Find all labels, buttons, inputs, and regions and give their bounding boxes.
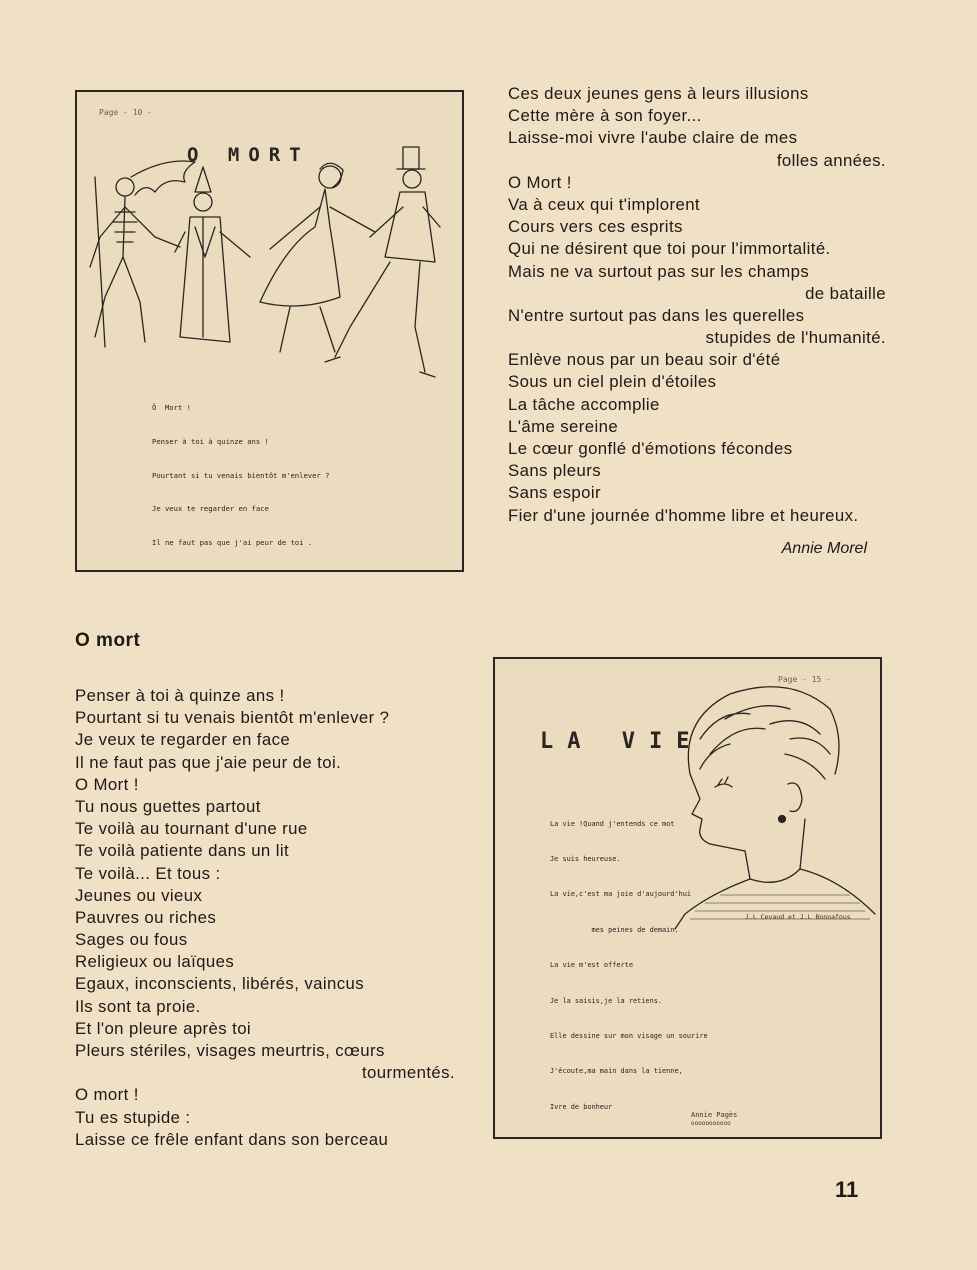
poem-line: stupides de l'humanité. — [705, 328, 886, 348]
author-signature: Annie Morel — [781, 540, 867, 557]
poem-line: N'entre surtout pas dans les querelles — [508, 305, 805, 325]
poem-line: Egaux, inconscients, libérés, vaincus — [75, 974, 365, 994]
poem-line: L'âme sereine — [508, 416, 619, 436]
poem-line: Va à ceux qui t'implorent — [508, 194, 700, 214]
poem-line: Sans espoir — [508, 483, 602, 503]
facsimile-line: J'écoute,ma main dans la tienne, — [550, 1067, 683, 1076]
poem-line: Mais ne va surtout pas sur les champs — [508, 261, 810, 281]
poem-line: Tu es stupide : — [75, 1107, 191, 1127]
poem-line: Je veux te regarder en face — [75, 730, 291, 750]
facsimile-page-la-vie — [493, 657, 882, 1139]
poem-line: O mort ! — [75, 1085, 139, 1105]
dance-of-death-illustration — [85, 137, 455, 392]
poem-line: O Mort ! — [508, 172, 572, 192]
facsimile-page-label: Page - 15 - — [778, 675, 831, 684]
facsimile-line: Pourtant si tu venais bientôt m'enlever ? — [152, 470, 330, 480]
facsimile-page-o-mort — [75, 90, 464, 572]
poem-line: Penser à toi à quinze ans ! — [75, 686, 285, 705]
poem-line: Cette mère à son foyer... — [508, 106, 702, 126]
poem-line: Le cœur gonflé d'émotions fécondes — [508, 439, 793, 458]
poem-line: Ils sont ta proie. — [75, 996, 201, 1016]
facsimile-signature: Annie Pagès — [691, 1111, 738, 1119]
poem-line: Cours vers ces esprits — [508, 217, 683, 237]
poem-line: Il ne faut pas que j'aie peur de toi. — [75, 752, 342, 772]
facsimile-line — [550, 1137, 807, 1139]
poem-line: Et l'on pleure après toi — [75, 1018, 252, 1038]
poem-line: Te voilà au tournant d'une rue — [75, 819, 308, 839]
poem-line: O Mort ! — [75, 774, 139, 794]
poem-line: Pourtant si tu venais bientôt m'enlever ? — [75, 708, 390, 728]
facsimile-page-label: Page - 10 - — [99, 108, 152, 117]
facsimile-poem-o-mort — [152, 380, 329, 572]
facsimile-line: Ô Mort ! — [152, 403, 191, 413]
poem-title: O mort — [75, 630, 141, 651]
facsimile-line: Je suis heureuse. — [550, 854, 621, 863]
facsimile-line: La vie !Quand j'entends ce mot — [550, 819, 675, 828]
poem-line: Jeunes ou vieux — [75, 885, 203, 905]
poem-line: Sages ou fous — [75, 930, 188, 950]
facsimile-signature-underline: ooooooooooo — [691, 1120, 731, 1127]
illustrator-credit: J.L Cevaud et J.L Bonnafous — [745, 913, 851, 921]
facsimile-line: Je veux te regarder en face — [152, 504, 269, 514]
poem-line: Pleurs stériles, visages meurtris, cœurs — [75, 1041, 385, 1060]
poem-body — [75, 685, 455, 1151]
poem-line: Enlève nous par un beau soir d'été — [508, 350, 781, 370]
poem-line: Te voilà patiente dans un lit — [75, 841, 290, 861]
poem-line: Fier d'une journée d'homme libre et heureux. — [508, 505, 859, 525]
facsimile-line: Elle dessine sur mon visage un sourire — [550, 1031, 708, 1040]
poem-line: Religieux ou laïques — [75, 952, 235, 972]
poem-line: Qui ne désirent que toi pour l'immortalité. — [508, 239, 831, 259]
facsimile-line: Il ne faut pas que j'ai peur de toi . — [152, 537, 313, 547]
facsimile-title: O MORT — [187, 144, 310, 166]
poem-line: La tâche accomplie — [508, 394, 660, 414]
poem-line: folles années. — [776, 150, 886, 170]
poem-line: Laisse ce frêle enfant dans son berceau — [75, 1129, 389, 1149]
poem-line: Laisse-moi vivre l'aube claire de mes — [508, 128, 798, 148]
poem-line: Pauvres ou riches — [75, 907, 217, 927]
facsimile-line: La vie,c'est ma joie d'aujourd'hui — [550, 890, 692, 899]
poem-line: Ces deux jeunes gens à leurs illusions — [508, 84, 809, 103]
facsimile-title: LA VIE — [540, 729, 704, 754]
facsimile-poem-la-vie — [550, 795, 807, 1139]
poem-line: de bataille — [805, 283, 886, 303]
page-number: 11 — [835, 1177, 859, 1202]
facsimile-line: La vie m'est offerte — [550, 961, 633, 970]
poem-line: Sous un ciel plein d'étoiles — [508, 372, 717, 392]
poem-continuation — [508, 83, 886, 527]
facsimile-line: Penser à toi à quinze ans ! — [152, 437, 269, 447]
poem-line: tourmentés. — [361, 1063, 455, 1083]
facsimile-line — [152, 570, 329, 572]
facsimile-line: mes peines de demain. — [550, 925, 679, 934]
poem-line: Sans pleurs — [508, 461, 602, 481]
facsimile-line: Je la saisis,je la retiens. — [550, 996, 663, 1005]
facsimile-line: Ivre de bonheur — [550, 1102, 613, 1111]
poem-line: Te voilà... Et tous : — [75, 863, 221, 883]
poem-line: Tu nous guettes partout — [75, 796, 261, 816]
